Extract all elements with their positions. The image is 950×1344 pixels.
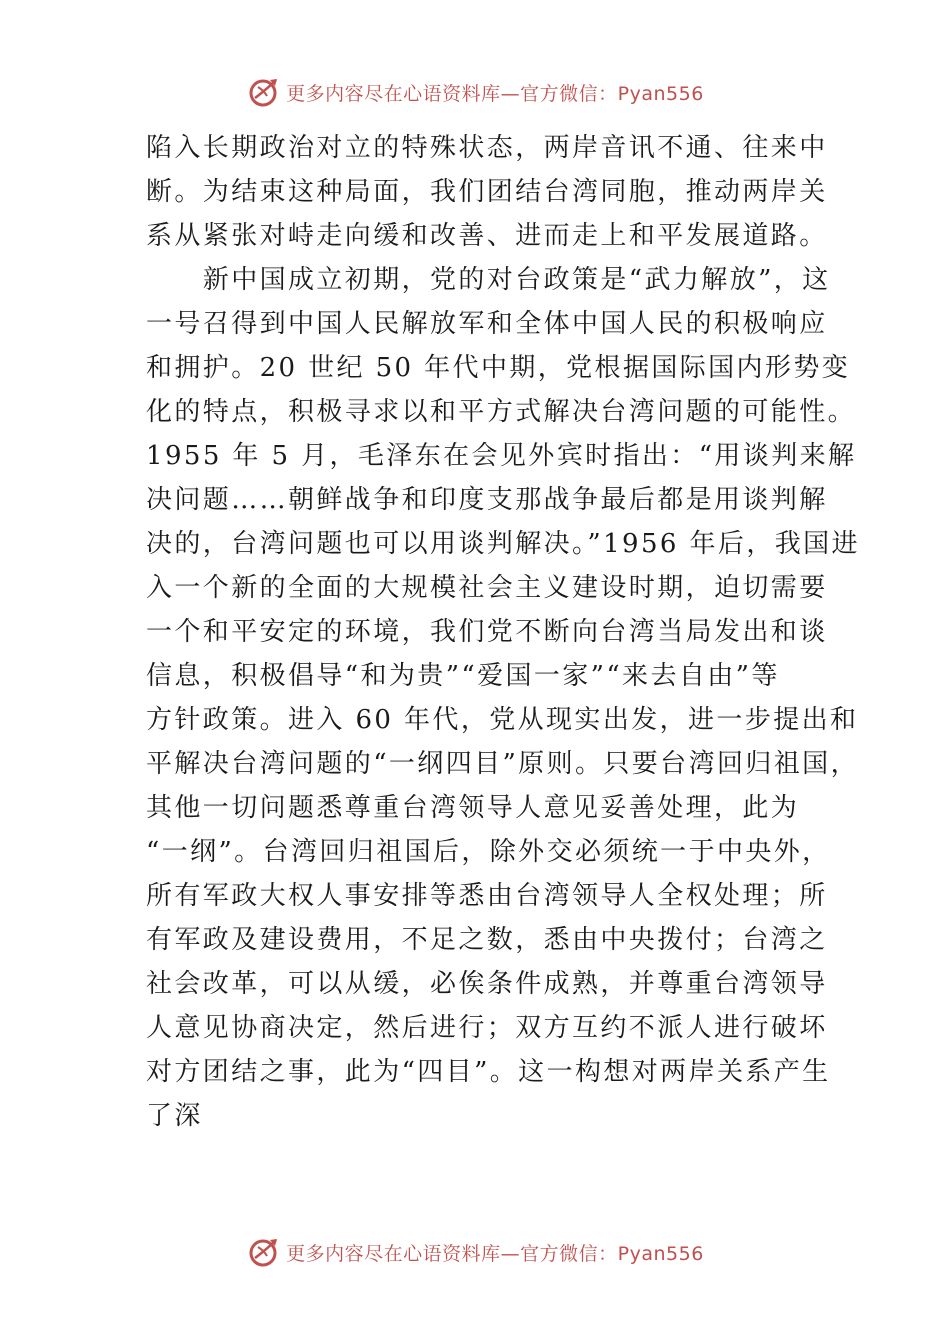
text-line: 和拥护。20 世纪 50 年代中期，党根据国际国内形势变 [146, 353, 851, 383]
text-line: 1955 年 5 月，毛泽东在会见外宾时指出：“用谈判来解 [146, 441, 857, 471]
text-line: 了深 [146, 1101, 203, 1131]
text-line: 新中国成立初期，党的对台政策是“武力解放”，这 [146, 265, 831, 295]
text-line: 人意见协商决定，然后进行；双方互约不派人进行破坏 [146, 1013, 828, 1043]
text-line: 社会改革，可以从缓，必俟条件成熟，并尊重台湾领导 [146, 969, 828, 999]
text-line: 对方团结之事，此为“四目”。这一构想对两岸关系产生 [146, 1057, 831, 1087]
logo-icon [246, 74, 282, 110]
text-line: 入一个新的全面的大规模社会主义建设时期，迫切需要 [146, 573, 828, 603]
text-line: 平解决台湾问题的“一纲四目”原则。只要台湾回归祖国， [146, 749, 859, 779]
text-line: 所有军政大权人事安排等悉由台湾领导人全权处理；所 [146, 881, 828, 911]
text-line: 方针政策。进入 60 年代，党从现实出发，进一步提出和 [146, 705, 859, 735]
footer-banner-text: 更多内容尽在心语资料库—官方微信：Pyan556 [286, 1242, 704, 1265]
header-banner-text: 更多内容尽在心语资料库—官方微信：Pyan556 [286, 82, 704, 105]
text-line: 化的特点，积极寻求以和平方式解决台湾问题的可能性。 [146, 397, 857, 427]
text-line: 一个和平安定的环境，我们党不断向台湾当局发出和谈 [146, 617, 828, 647]
document-body [146, 126, 860, 1138]
text-line: “一纲”。台湾回归祖国后，除外交必须统一于中央外， [146, 837, 831, 867]
text-line: 决问题……朝鲜战争和印度支那战争最后都是用谈判解 [146, 485, 828, 515]
text-line: 有军政及建设费用，不足之数，悉由中央拨付；台湾之 [146, 925, 828, 955]
header-banner [0, 72, 950, 112]
text-line: 一号召得到中国人民解放军和全体中国人民的积极响应 [146, 309, 828, 339]
text-line: 信息，积极倡导“和为贵”“爱国一家”“来去自由”等 [146, 661, 780, 691]
text-line: 断。为结束这种局面，我们团结台湾同胞，推动两岸关 [146, 177, 828, 207]
footer-banner [0, 1232, 950, 1272]
text-line: 系从紧张对峙走向缓和改善、进而走上和平发展道路。 [146, 221, 828, 251]
text-line: 陷入长期政治对立的特殊状态，两岸音讯不通、往来中 [146, 133, 828, 163]
text-line: 决的，台湾问题也可以用谈判解决。”1956 年后，我国进 [146, 529, 860, 559]
text-line: 其他一切问题悉尊重台湾领导人意见妥善处理，此为 [146, 793, 800, 823]
logo-icon [246, 1234, 282, 1270]
